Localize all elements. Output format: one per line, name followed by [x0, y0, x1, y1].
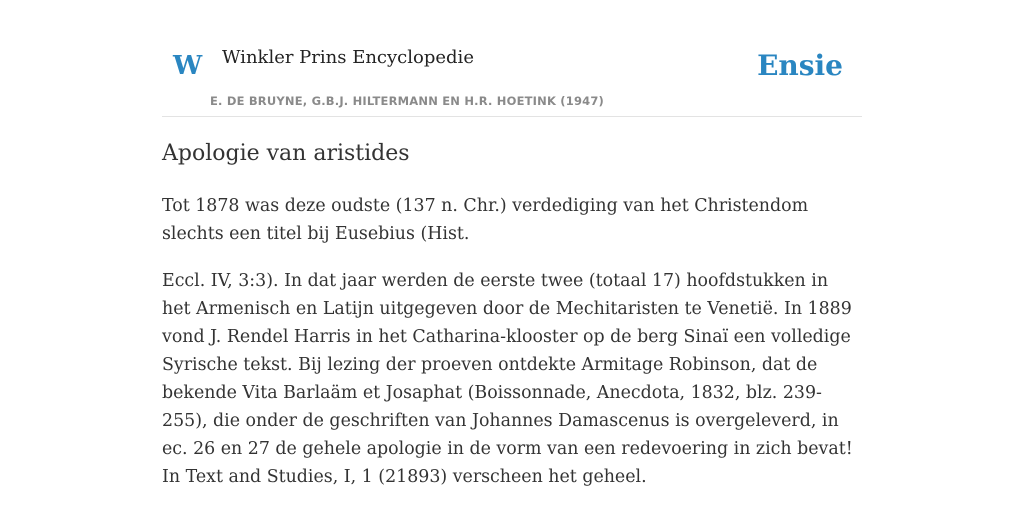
- source-title[interactable]: Winkler Prins Encyclopedie: [222, 47, 474, 68]
- source-authors: E. DE BRUYNE, G.B.J. HILTERMANN EN H.R. HOETINK (1947): [210, 94, 605, 108]
- source-header: [162, 0, 862, 117]
- winkler-prins-logo[interactable]: W: [173, 51, 203, 81]
- article-paragraph: Tot 1878 was deze oudste (137 n. Chr.) verdediging van het Christendom slechts een titel bij Eusebius (Hist.: [162, 196, 809, 244]
- article-title: Apologie van aristides: [162, 141, 410, 166]
- ensie-brand-logo[interactable]: Ensie: [757, 49, 843, 82]
- article-paragraph: Eccl. IV, 3:3). In dat jaar werden de eerste twee (totaal 17) hoofdstukken in het Armenisch en Latijn uitgegeven door de Mechitaristen te Venetië. In 1889 vond J. Rendel Harris in het Catharina-klooster op de berg Sinaï een volledige Syrische tekst. Bij lezing der proeven ontdekte Armitage Robinson, dat de bekende Vita Barlaäm et Josaphat (Boissonnade, Anecdota, 1832, blz. 239-255), die onder de geschriften van Johannes Damascenus is overgeleverd, in ec. 26 en 27 de gehele apologie in de vorm van een redevoering in zich bevat! In Text and Studies, I, 1 (21893) verscheen het geheel.: [162, 271, 853, 487]
